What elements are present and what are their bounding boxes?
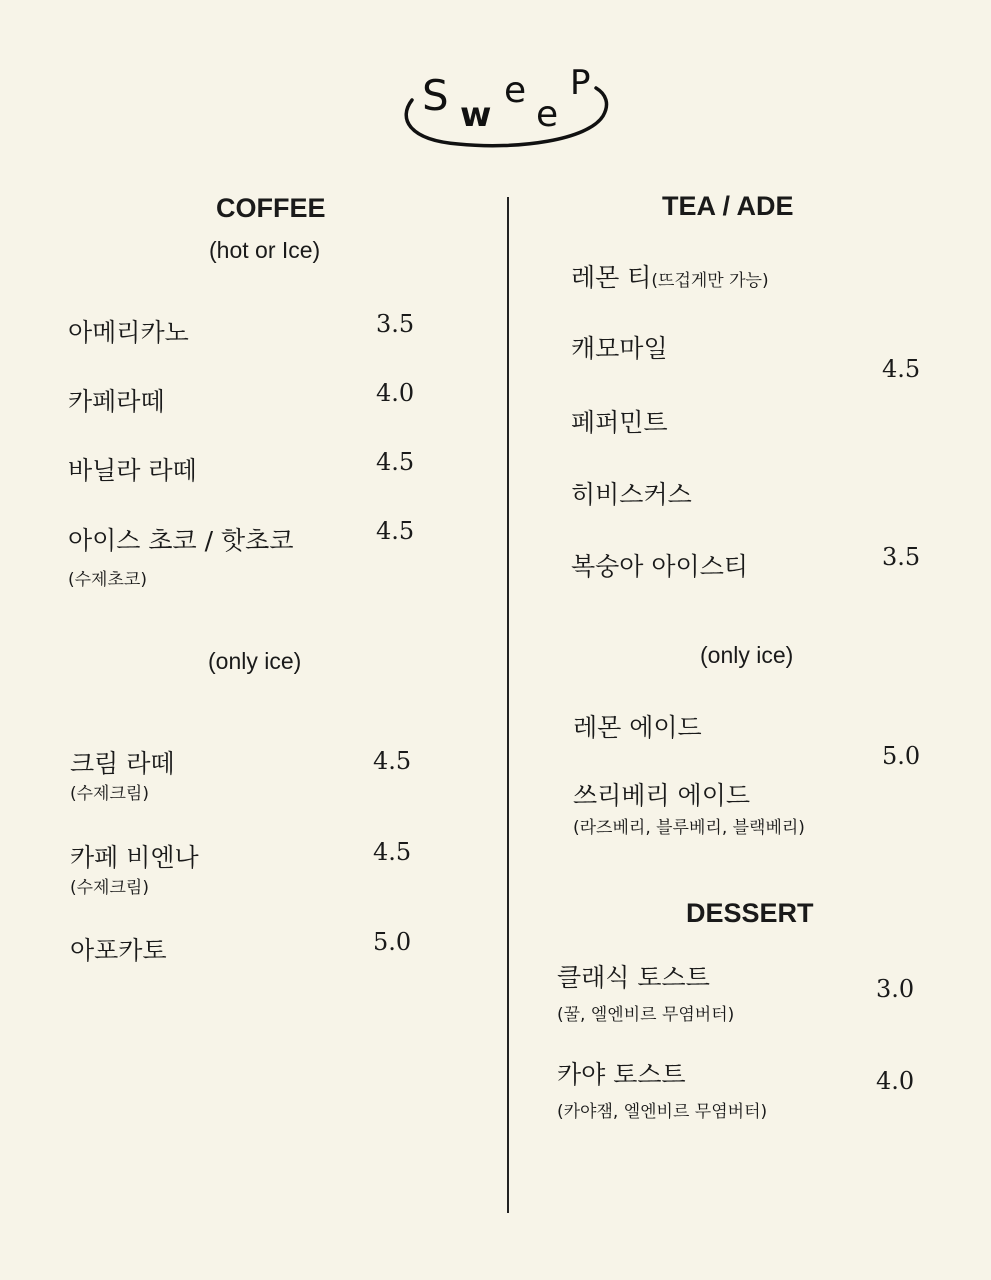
- sweep-logo: [398, 58, 614, 154]
- menu-group-price: 4.5: [882, 355, 921, 383]
- menu-item-price: 4.0: [876, 1067, 915, 1095]
- column-divider: [507, 197, 509, 1213]
- menu-item-name: 아이스 초코 / 핫초코: [68, 526, 294, 555]
- menu-item-price: 4.5: [376, 448, 415, 476]
- menu-item-price: 4.5: [373, 838, 412, 866]
- menu-group-price: 5.0: [882, 742, 921, 770]
- menu-item-note: (뜨겁게만 가능): [651, 271, 769, 291]
- menu-item-name: 레몬 에이드: [573, 713, 702, 742]
- menu-item-note: (카야잼, 엘엔비르 무염버터): [557, 1102, 768, 1122]
- menu-item-name: 카야 토스트: [557, 1060, 686, 1089]
- menu-item-name-text: 레몬 티: [571, 263, 652, 292]
- menu-item-name: 바닐라 라떼: [68, 456, 197, 485]
- menu-item-price: 3.5: [376, 310, 415, 338]
- menu-item-name: 쓰리베리 에이드: [573, 781, 750, 810]
- menu-item-name: 히비스커스: [571, 480, 692, 509]
- menu-item-price: 5.0: [373, 928, 412, 956]
- menu-item-note: (수제초코): [68, 570, 147, 590]
- menu-item-note: (수제크림): [70, 878, 149, 898]
- menu-item-name: 카페라떼: [68, 387, 165, 416]
- menu-item-price: 3.0: [876, 975, 915, 1003]
- menu-item-name: 카페 비엔나: [70, 843, 199, 872]
- coffee-only-ice-label: (only ice): [208, 648, 302, 674]
- menu-item-note: (꿀, 엘엔비르 무염버터): [557, 1005, 735, 1025]
- menu-item-name: 크림 라떼: [70, 749, 175, 778]
- menu-item-price: 4.0: [376, 379, 415, 407]
- menu-item-name: 클래식 토스트: [557, 963, 710, 992]
- menu-item-name: [571, 258, 769, 294]
- menu-item-name: 아메리카노: [68, 318, 189, 347]
- logo-letter-2: w: [460, 95, 492, 135]
- menu-item-note: (수제크림): [70, 784, 149, 804]
- menu-item-name: 캐모마일: [571, 334, 668, 363]
- menu-item-price: 4.5: [373, 747, 412, 775]
- tea-only-ice-label: (only ice): [700, 642, 794, 668]
- dessert-heading: DESSERT: [686, 898, 814, 928]
- menu-item-name: 페퍼민트: [571, 408, 668, 437]
- menu-item-price: 3.5: [882, 543, 921, 571]
- tea-ade-heading: TEA / ADE: [662, 191, 794, 221]
- logo-letter-4: e: [536, 94, 559, 135]
- menu-item-price: 4.5: [376, 517, 415, 545]
- menu-item-name: 아포카토: [70, 936, 167, 965]
- coffee-heading: COFFEE: [216, 193, 326, 223]
- menu-item-note: (라즈베리, 블루베리, 블랙베리): [573, 818, 805, 838]
- logo-letter-5: P: [570, 63, 591, 103]
- logo-letter-3: e: [504, 70, 527, 111]
- coffee-subheading: (hot or Ice): [209, 237, 321, 263]
- logo-letter-1: S: [422, 71, 449, 120]
- menu-item-name: 복숭아 아이스티: [571, 552, 748, 581]
